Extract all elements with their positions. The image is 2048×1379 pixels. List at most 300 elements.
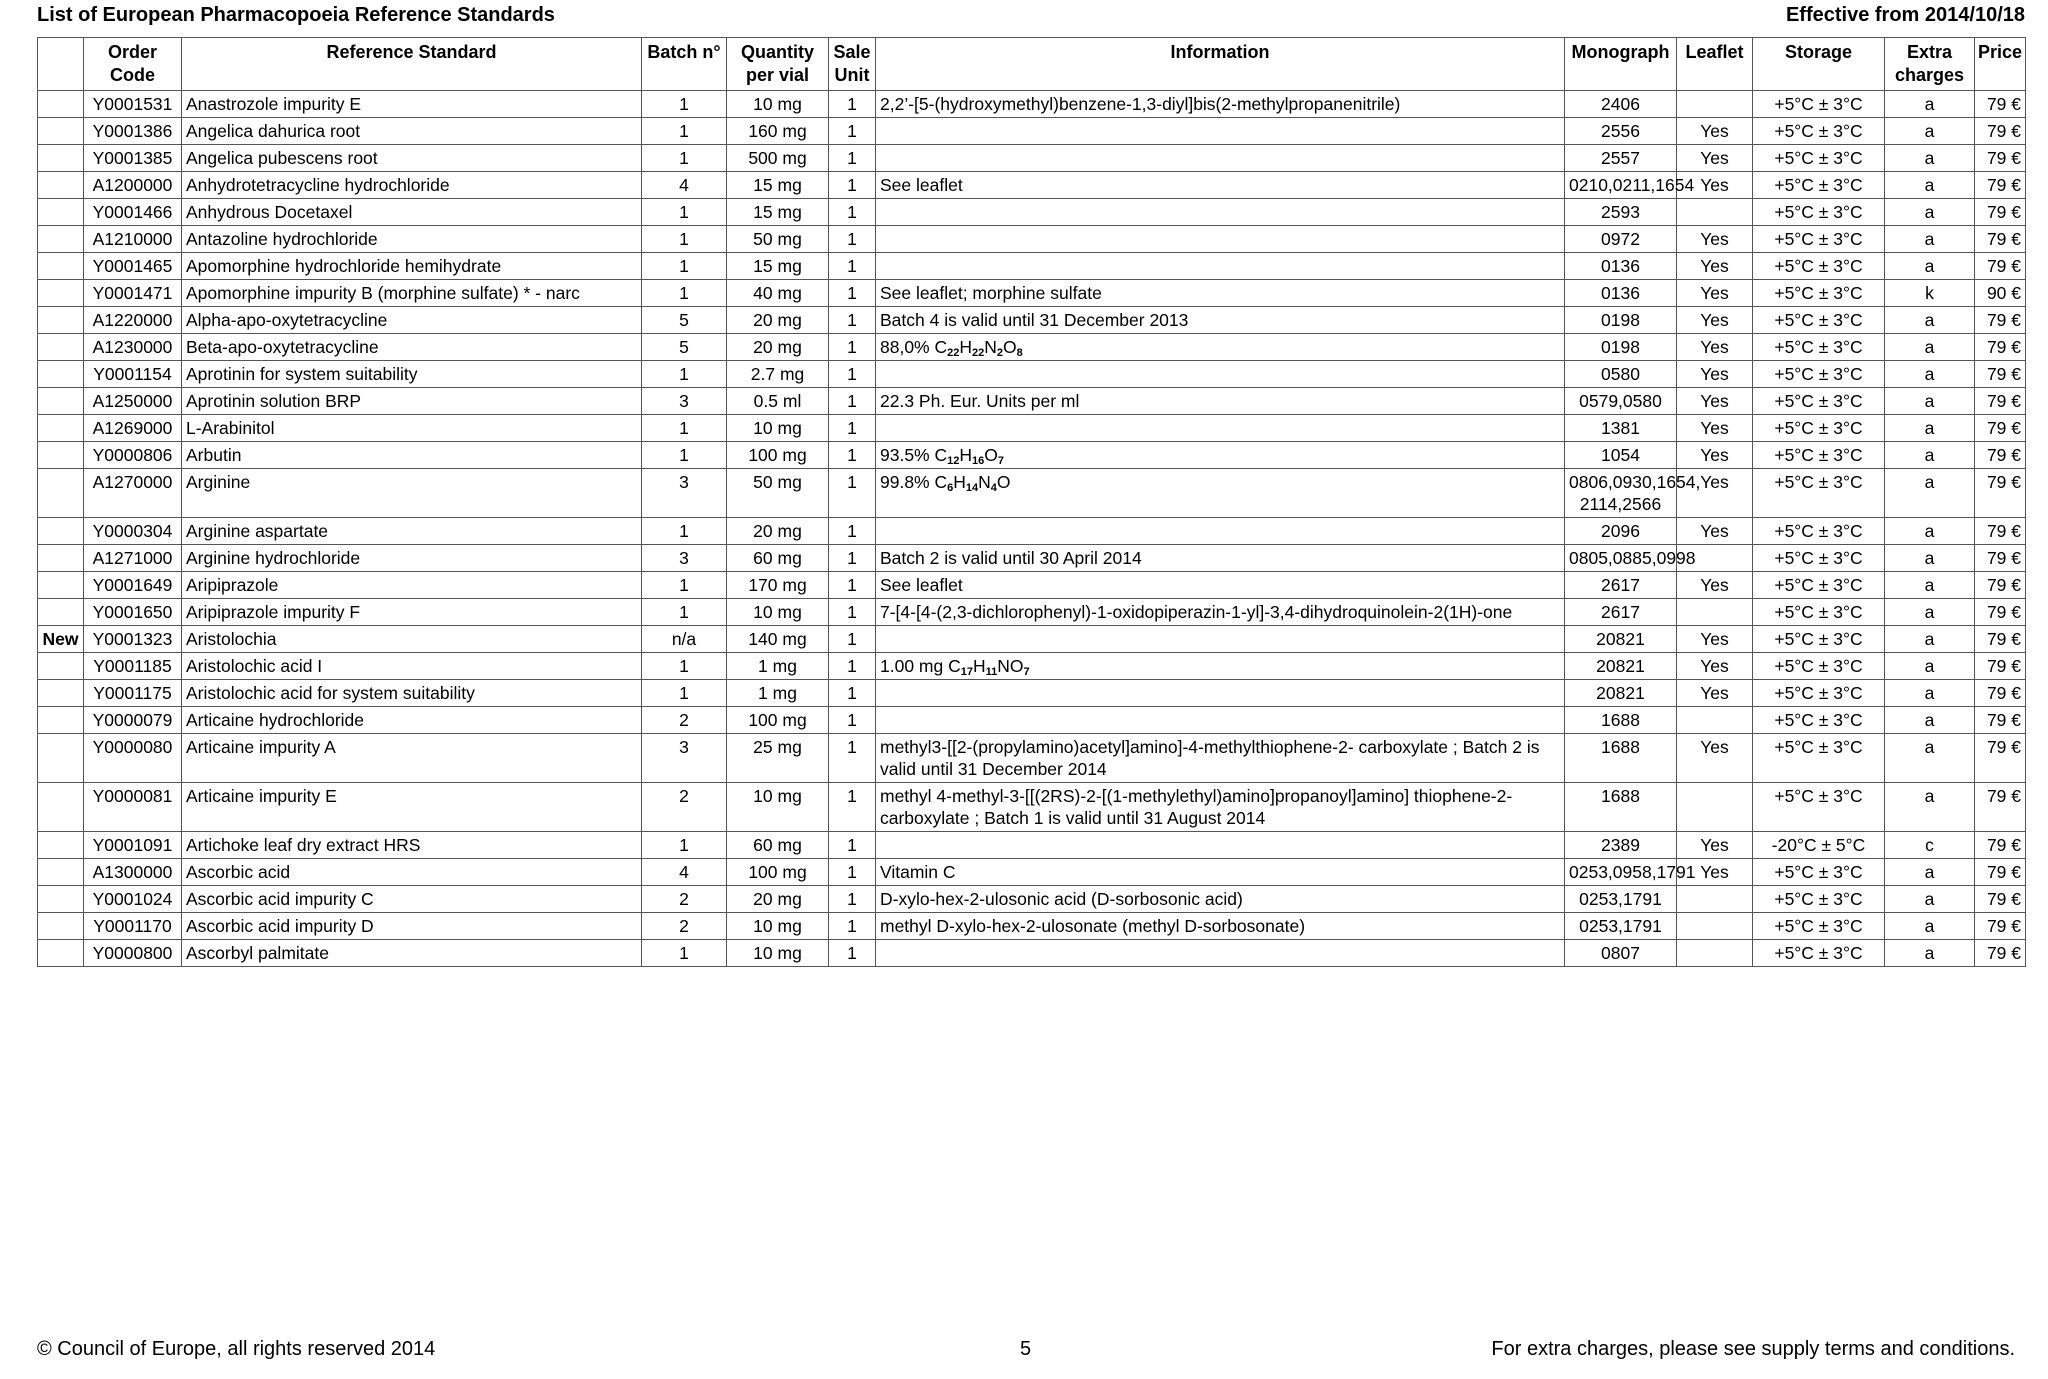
- cell-leaflet: Yes: [1677, 388, 1753, 415]
- cell-order-code: Y0000806: [84, 442, 182, 469]
- cell-information: Batch 2 is valid until 30 April 2014: [876, 545, 1565, 572]
- col-sale-unit-header: Sale Unit: [829, 38, 876, 91]
- cell-sale-unit: 1: [829, 118, 876, 145]
- cell-storage: -20°C ± 5°C: [1753, 832, 1885, 859]
- cell-leaflet: Yes: [1677, 280, 1753, 307]
- cell-new-flag: [38, 118, 84, 145]
- cell-information: [876, 361, 1565, 388]
- cell-quantity: 0.5 ml: [727, 388, 829, 415]
- cell-extra-charges: a: [1885, 545, 1975, 572]
- cell-batch: 1: [642, 572, 727, 599]
- cell-price: 79 €: [1975, 172, 2026, 199]
- cell-price: 79 €: [1975, 734, 2026, 783]
- cell-extra-charges: a: [1885, 734, 1975, 783]
- table-row: [38, 832, 2026, 859]
- cell-reference-standard: Alpha-apo-oxytetracycline: [182, 307, 642, 334]
- cell-sale-unit: 1: [829, 415, 876, 442]
- col-order-code-header: Order Code: [84, 38, 182, 91]
- cell-sale-unit: 1: [829, 91, 876, 118]
- cell-new-flag: [38, 253, 84, 280]
- cell-batch: 2: [642, 783, 727, 832]
- cell-reference-standard: Anhydrotetracycline hydrochloride: [182, 172, 642, 199]
- cell-reference-standard: Aristolochic acid for system suitability: [182, 680, 642, 707]
- cell-sale-unit: 1: [829, 913, 876, 940]
- cell-batch: 3: [642, 469, 727, 518]
- cell-price: 79 €: [1975, 518, 2026, 545]
- cell-quantity: 15 mg: [727, 253, 829, 280]
- cell-monograph: 0580: [1565, 361, 1677, 388]
- cell-batch: 5: [642, 334, 727, 361]
- cell-reference-standard: Beta-apo-oxytetracycline: [182, 334, 642, 361]
- cell-monograph: 2617: [1565, 572, 1677, 599]
- cell-reference-standard: Arginine aspartate: [182, 518, 642, 545]
- cell-price: 79 €: [1975, 707, 2026, 734]
- cell-leaflet: Yes: [1677, 859, 1753, 886]
- cell-monograph: 0807: [1565, 940, 1677, 967]
- table-row: [38, 734, 2026, 783]
- cell-order-code: Y0001386: [84, 118, 182, 145]
- cell-batch: 1: [642, 118, 727, 145]
- cell-leaflet: Yes: [1677, 653, 1753, 680]
- cell-quantity: 20 mg: [727, 307, 829, 334]
- cell-reference-standard: Apomorphine impurity B (morphine sulfate) * - narc: [182, 280, 642, 307]
- cell-storage: +5°C ± 3°C: [1753, 680, 1885, 707]
- cell-quantity: 60 mg: [727, 832, 829, 859]
- cell-extra-charges: a: [1885, 859, 1975, 886]
- cell-order-code: Y0001465: [84, 253, 182, 280]
- cell-storage: +5°C ± 3°C: [1753, 913, 1885, 940]
- cell-quantity: 20 mg: [727, 886, 829, 913]
- cell-storage: +5°C ± 3°C: [1753, 226, 1885, 253]
- cell-extra-charges: a: [1885, 118, 1975, 145]
- cell-leaflet: Yes: [1677, 307, 1753, 334]
- cell-quantity: 15 mg: [727, 172, 829, 199]
- page-header: [37, 0, 2025, 30]
- cell-monograph: 2557: [1565, 145, 1677, 172]
- cell-new-flag: [38, 545, 84, 572]
- cell-price: 79 €: [1975, 783, 2026, 832]
- cell-reference-standard: Artichoke leaf dry extract HRS: [182, 832, 642, 859]
- cell-new-flag: [38, 226, 84, 253]
- cell-monograph: 2389: [1565, 832, 1677, 859]
- cell-reference-standard: Ascorbic acid impurity D: [182, 913, 642, 940]
- cell-batch: 1: [642, 253, 727, 280]
- cell-extra-charges: a: [1885, 469, 1975, 518]
- table-row: [38, 253, 2026, 280]
- table-row: [38, 626, 2026, 653]
- cell-quantity: 160 mg: [727, 118, 829, 145]
- cell-leaflet: Yes: [1677, 518, 1753, 545]
- cell-batch: 5: [642, 307, 727, 334]
- cell-monograph: 0198: [1565, 334, 1677, 361]
- cell-price: 79 €: [1975, 886, 2026, 913]
- cell-new-flag: New: [38, 626, 84, 653]
- cell-information: [876, 226, 1565, 253]
- col-leaflet-header: Leaflet: [1677, 38, 1753, 91]
- cell-information: [876, 707, 1565, 734]
- cell-price: 79 €: [1975, 145, 2026, 172]
- copyright-notice: © Council of Europe, all rights reserved 2014: [37, 1338, 436, 1360]
- cell-sale-unit: 1: [829, 307, 876, 334]
- cell-extra-charges: a: [1885, 518, 1975, 545]
- table-row: [38, 707, 2026, 734]
- cell-batch: 1: [642, 361, 727, 388]
- cell-batch: 1: [642, 832, 727, 859]
- col-flag-header: [38, 38, 84, 91]
- cell-new-flag: [38, 734, 84, 783]
- table-row: [38, 280, 2026, 307]
- table-row: [38, 469, 2026, 518]
- cell-batch: 1: [642, 940, 727, 967]
- cell-batch: 2: [642, 913, 727, 940]
- table-row: [38, 572, 2026, 599]
- cell-reference-standard: Aristolochia: [182, 626, 642, 653]
- cell-batch: 1: [642, 199, 727, 226]
- cell-quantity: 40 mg: [727, 280, 829, 307]
- cell-reference-standard: Angelica dahurica root: [182, 118, 642, 145]
- table-row: [38, 940, 2026, 967]
- cell-sale-unit: 1: [829, 253, 876, 280]
- cell-extra-charges: a: [1885, 172, 1975, 199]
- cell-order-code: Y0000304: [84, 518, 182, 545]
- cell-quantity: 100 mg: [727, 442, 829, 469]
- cell-storage: +5°C ± 3°C: [1753, 199, 1885, 226]
- cell-sale-unit: 1: [829, 599, 876, 626]
- cell-information: [876, 940, 1565, 967]
- cell-storage: +5°C ± 3°C: [1753, 172, 1885, 199]
- reference-standards-table: [37, 37, 2026, 967]
- table-row: [38, 334, 2026, 361]
- cell-new-flag: [38, 442, 84, 469]
- cell-batch: 1: [642, 226, 727, 253]
- effective-date: Effective from 2014/10/18: [1785, 3, 2025, 26]
- cell-order-code: Y0000800: [84, 940, 182, 967]
- cell-batch: 4: [642, 172, 727, 199]
- cell-storage: +5°C ± 3°C: [1753, 334, 1885, 361]
- cell-new-flag: [38, 172, 84, 199]
- cell-batch: 1: [642, 145, 727, 172]
- cell-batch: 2: [642, 886, 727, 913]
- cell-batch: 3: [642, 545, 727, 572]
- cell-monograph: 1054: [1565, 442, 1677, 469]
- cell-storage: +5°C ± 3°C: [1753, 859, 1885, 886]
- cell-quantity: 10 mg: [727, 415, 829, 442]
- table-row: [38, 118, 2026, 145]
- cell-information: [876, 145, 1565, 172]
- cell-reference-standard: Aripiprazole impurity F: [182, 599, 642, 626]
- cell-price: 79 €: [1975, 361, 2026, 388]
- cell-batch: n/a: [642, 626, 727, 653]
- cell-order-code: Y0000079: [84, 707, 182, 734]
- cell-new-flag: [38, 280, 84, 307]
- cell-sale-unit: 1: [829, 653, 876, 680]
- cell-storage: +5°C ± 3°C: [1753, 442, 1885, 469]
- cell-quantity: 50 mg: [727, 469, 829, 518]
- cell-sale-unit: 1: [829, 680, 876, 707]
- cell-price: 79 €: [1975, 199, 2026, 226]
- cell-reference-standard: Arginine hydrochloride: [182, 545, 642, 572]
- cell-monograph: 0805,0885,0998: [1565, 545, 1677, 572]
- cell-extra-charges: a: [1885, 253, 1975, 280]
- cell-order-code: A1250000: [84, 388, 182, 415]
- cell-order-code: Y0000080: [84, 734, 182, 783]
- col-quantity-header: Quantity per vial: [727, 38, 829, 91]
- table-row: [38, 226, 2026, 253]
- cell-monograph: 0579,0580: [1565, 388, 1677, 415]
- cell-sale-unit: 1: [829, 280, 876, 307]
- cell-monograph: 1381: [1565, 415, 1677, 442]
- cell-quantity: 15 mg: [727, 199, 829, 226]
- table-row: [38, 415, 2026, 442]
- cell-new-flag: [38, 707, 84, 734]
- cell-leaflet: Yes: [1677, 572, 1753, 599]
- cell-extra-charges: a: [1885, 415, 1975, 442]
- cell-quantity: 10 mg: [727, 913, 829, 940]
- cell-monograph: 0136: [1565, 280, 1677, 307]
- cell-reference-standard: Aripiprazole: [182, 572, 642, 599]
- col-reference-standard-header: Reference Standard: [182, 38, 642, 91]
- cell-monograph: 1688: [1565, 707, 1677, 734]
- cell-storage: +5°C ± 3°C: [1753, 118, 1885, 145]
- cell-extra-charges: a: [1885, 388, 1975, 415]
- cell-monograph: 20821: [1565, 653, 1677, 680]
- cell-monograph: 20821: [1565, 626, 1677, 653]
- cell-quantity: 1 mg: [727, 653, 829, 680]
- cell-storage: +5°C ± 3°C: [1753, 783, 1885, 832]
- col-price-header: Price: [1975, 38, 2026, 91]
- cell-reference-standard: Anhydrous Docetaxel: [182, 199, 642, 226]
- cell-batch: 1: [642, 280, 727, 307]
- cell-new-flag: [38, 91, 84, 118]
- cell-new-flag: [38, 388, 84, 415]
- cell-new-flag: [38, 859, 84, 886]
- cell-price: 79 €: [1975, 940, 2026, 967]
- cell-price: 79 €: [1975, 859, 2026, 886]
- cell-leaflet: Yes: [1677, 253, 1753, 280]
- cell-sale-unit: 1: [829, 545, 876, 572]
- col-monograph-header: Monograph: [1565, 38, 1677, 91]
- cell-new-flag: [38, 334, 84, 361]
- cell-new-flag: [38, 680, 84, 707]
- cell-monograph: 2096: [1565, 518, 1677, 545]
- cell-quantity: 20 mg: [727, 518, 829, 545]
- cell-price: 79 €: [1975, 469, 2026, 518]
- cell-extra-charges: a: [1885, 226, 1975, 253]
- cell-leaflet: [1677, 913, 1753, 940]
- cell-information: 93.5% $C_{12}H_{16}O_7$: [876, 442, 1565, 469]
- cell-sale-unit: 1: [829, 886, 876, 913]
- cell-information: [876, 253, 1565, 280]
- cell-price: 79 €: [1975, 226, 2026, 253]
- cell-sale-unit: 1: [829, 145, 876, 172]
- cell-monograph: 1688: [1565, 734, 1677, 783]
- cell-storage: +5°C ± 3°C: [1753, 518, 1885, 545]
- cell-order-code: A1269000: [84, 415, 182, 442]
- cell-monograph: 0198: [1565, 307, 1677, 334]
- cell-batch: 1: [642, 442, 727, 469]
- cell-leaflet: Yes: [1677, 734, 1753, 783]
- cell-sale-unit: 1: [829, 442, 876, 469]
- cell-reference-standard: Ascorbyl palmitate: [182, 940, 642, 967]
- cell-information: 99.8% $C_6H_{14}N_4O$: [876, 469, 1565, 518]
- cell-extra-charges: a: [1885, 913, 1975, 940]
- table-row: [38, 361, 2026, 388]
- cell-sale-unit: 1: [829, 361, 876, 388]
- cell-new-flag: [38, 361, 84, 388]
- cell-sale-unit: 1: [829, 226, 876, 253]
- cell-monograph: 20821: [1565, 680, 1677, 707]
- cell-information: See leaflet: [876, 172, 1565, 199]
- cell-information: See leaflet; morphine sulfate: [876, 280, 1565, 307]
- cell-order-code: Y0001154: [84, 361, 182, 388]
- cell-quantity: 10 mg: [727, 599, 829, 626]
- cell-quantity: 10 mg: [727, 940, 829, 967]
- cell-information: methyl3-[[2-(propylamino)acetyl]amino]-4-methylthiophene-2- carboxylate ; Batch 2 is valid until 31 December 2014: [876, 734, 1565, 783]
- cell-reference-standard: Antazoline hydrochloride: [182, 226, 642, 253]
- cell-quantity: 170 mg: [727, 572, 829, 599]
- cell-sale-unit: 1: [829, 734, 876, 783]
- cell-order-code: Y0001385: [84, 145, 182, 172]
- cell-price: 79 €: [1975, 388, 2026, 415]
- cell-storage: +5°C ± 3°C: [1753, 253, 1885, 280]
- cell-sale-unit: 1: [829, 469, 876, 518]
- cell-reference-standard: Angelica pubescens root: [182, 145, 642, 172]
- col-extra-charges-header: Extra charges: [1885, 38, 1975, 91]
- cell-new-flag: [38, 145, 84, 172]
- cell-price: 79 €: [1975, 545, 2026, 572]
- cell-leaflet: Yes: [1677, 334, 1753, 361]
- page-title: List of European Pharmacopoeia Reference Standards: [37, 3, 555, 26]
- cell-quantity: 100 mg: [727, 859, 829, 886]
- cell-batch: 3: [642, 734, 727, 783]
- table-row: [38, 859, 2026, 886]
- table-row: [38, 307, 2026, 334]
- cell-sale-unit: 1: [829, 859, 876, 886]
- cell-storage: +5°C ± 3°C: [1753, 469, 1885, 518]
- cell-new-flag: [38, 307, 84, 334]
- cell-reference-standard: Anastrozole impurity E: [182, 91, 642, 118]
- cell-information: 7-[4-[4-(2,3-dichlorophenyl)-1-oxidopiperazin-1-yl]-3,4-dihydroquinolein-2(1H)-one: [876, 599, 1565, 626]
- cell-batch: 3: [642, 388, 727, 415]
- cell-storage: +5°C ± 3°C: [1753, 734, 1885, 783]
- cell-monograph: 2406: [1565, 91, 1677, 118]
- cell-sale-unit: 1: [829, 172, 876, 199]
- cell-storage: +5°C ± 3°C: [1753, 886, 1885, 913]
- cell-sale-unit: 1: [829, 832, 876, 859]
- cell-new-flag: [38, 886, 84, 913]
- table-body: [38, 91, 2026, 967]
- cell-information: [876, 118, 1565, 145]
- cell-information: [876, 832, 1565, 859]
- cell-monograph: 1688: [1565, 783, 1677, 832]
- cell-order-code: Y0001649: [84, 572, 182, 599]
- cell-reference-standard: Articaine impurity A: [182, 734, 642, 783]
- cell-price: 79 €: [1975, 599, 2026, 626]
- cell-price: 79 €: [1975, 253, 2026, 280]
- cell-quantity: 50 mg: [727, 226, 829, 253]
- col-storage-header: Storage: [1753, 38, 1885, 91]
- cell-quantity: 1 mg: [727, 680, 829, 707]
- cell-extra-charges: a: [1885, 783, 1975, 832]
- cell-reference-standard: Aristolochic acid I: [182, 653, 642, 680]
- cell-leaflet: Yes: [1677, 118, 1753, 145]
- cell-monograph: 0210,0211,1654: [1565, 172, 1677, 199]
- cell-batch: 4: [642, 859, 727, 886]
- table-row: [38, 680, 2026, 707]
- cell-information: Vitamin C: [876, 859, 1565, 886]
- cell-information: [876, 518, 1565, 545]
- cell-price: 79 €: [1975, 442, 2026, 469]
- extra-charges-note: For extra charges, please see supply terms and conditions.: [1491, 1338, 2015, 1360]
- cell-quantity: 2.7 mg: [727, 361, 829, 388]
- cell-monograph: 0253,0958,1791: [1565, 859, 1677, 886]
- cell-storage: +5°C ± 3°C: [1753, 599, 1885, 626]
- cell-price: 90 €: [1975, 280, 2026, 307]
- cell-leaflet: [1677, 783, 1753, 832]
- col-information-header: Information: [876, 38, 1565, 91]
- cell-leaflet: Yes: [1677, 226, 1753, 253]
- cell-order-code: A1271000: [84, 545, 182, 572]
- cell-order-code: Y0001531: [84, 91, 182, 118]
- cell-new-flag: [38, 572, 84, 599]
- cell-new-flag: [38, 415, 84, 442]
- cell-batch: 1: [642, 518, 727, 545]
- cell-information: 22.3 Ph. Eur. Units per ml: [876, 388, 1565, 415]
- cell-reference-standard: Aprotinin for system suitability: [182, 361, 642, 388]
- cell-order-code: A1200000: [84, 172, 182, 199]
- cell-price: 79 €: [1975, 572, 2026, 599]
- cell-batch: 2: [642, 707, 727, 734]
- cell-leaflet: [1677, 599, 1753, 626]
- cell-extra-charges: a: [1885, 334, 1975, 361]
- cell-monograph: 0253,1791: [1565, 886, 1677, 913]
- cell-leaflet: Yes: [1677, 680, 1753, 707]
- cell-quantity: 20 mg: [727, 334, 829, 361]
- cell-storage: +5°C ± 3°C: [1753, 388, 1885, 415]
- cell-quantity: 10 mg: [727, 783, 829, 832]
- cell-extra-charges: a: [1885, 680, 1975, 707]
- cell-leaflet: Yes: [1677, 361, 1753, 388]
- cell-storage: +5°C ± 3°C: [1753, 572, 1885, 599]
- table-row: [38, 545, 2026, 572]
- cell-order-code: Y0001471: [84, 280, 182, 307]
- cell-order-code: Y0001175: [84, 680, 182, 707]
- cell-storage: +5°C ± 3°C: [1753, 545, 1885, 572]
- cell-price: 79 €: [1975, 832, 2026, 859]
- cell-leaflet: Yes: [1677, 469, 1753, 518]
- cell-quantity: 500 mg: [727, 145, 829, 172]
- cell-extra-charges: k: [1885, 280, 1975, 307]
- cell-information: [876, 680, 1565, 707]
- cell-leaflet: [1677, 199, 1753, 226]
- cell-order-code: Y0001091: [84, 832, 182, 859]
- cell-price: 79 €: [1975, 334, 2026, 361]
- table-row: [38, 199, 2026, 226]
- cell-leaflet: Yes: [1677, 415, 1753, 442]
- cell-storage: +5°C ± 3°C: [1753, 940, 1885, 967]
- table-row: [38, 886, 2026, 913]
- cell-price: 79 €: [1975, 91, 2026, 118]
- cell-information: [876, 415, 1565, 442]
- table-row: [38, 172, 2026, 199]
- cell-order-code: A1300000: [84, 859, 182, 886]
- cell-price: 79 €: [1975, 118, 2026, 145]
- cell-information: [876, 199, 1565, 226]
- cell-extra-charges: a: [1885, 626, 1975, 653]
- cell-order-code: Y0001323: [84, 626, 182, 653]
- cell-new-flag: [38, 783, 84, 832]
- table-row: [38, 388, 2026, 415]
